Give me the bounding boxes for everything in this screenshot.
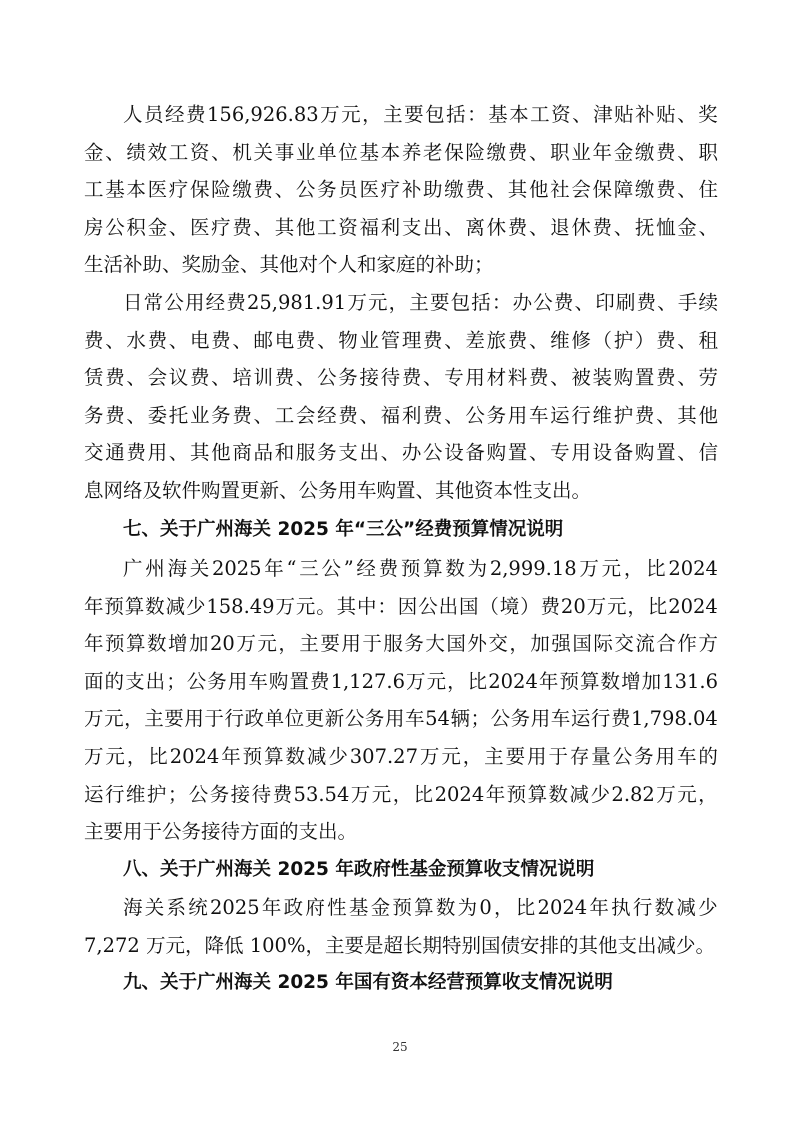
text-line: 万 元 ， 主 要 用 于 行 政 单 位 更 新 公 务 用 车 54 辆 ； 公 务 用 车 运 行 费 1,798.04 (84, 707, 718, 731)
section-9-heading: 九、关于广州海关 2025 年国有资本经营预算收支情况说明 (123, 972, 613, 993)
text-line: 日 常 公 用 经 费 25,981.91 万 元 ， 主 要 包 括 ： 办 公 费 、 印 刷 费 、 手 续 (123, 291, 718, 314)
text-line: 金 、 绩 效 工 资 、 机 关 事 业 单 位 基 本 养 老 保 险 缴 费 、 职 业 年 金 缴 费 、 职 (84, 140, 718, 164)
text-line: 年 预 算 数 减 少 158.49 万 元 。 其 中 ： 因 公 出 国 （ 境 ） 费 20 万 元 ， 比 2024 (84, 594, 718, 618)
text-line: 主要用于公务接待方面的支出。 (84, 820, 358, 844)
section-7-heading: 七、关于广州海关 2025 年“三公”经费预算情况说明 (123, 519, 564, 540)
paragraph-three-public-expenses (84, 550, 718, 851)
text-line: 赁 费 、 会 议 费 、 培 训 费 、 公 务 接 待 费 、 专 用 材 料 费 、 被 装 购 置 费 、 劳 (84, 366, 718, 390)
text-line: 年 预 算 数 增 加 20 万 元 ， 主 要 用 于 服 务 大 国 外 交 ， 加 强 国 际 交 流 合 作 方 (84, 632, 718, 656)
text-line: 务 费 、 委 托 业 务 费 、 工 会 经 费 、 福 利 费 、 公 务 用 车 运 行 维 护 费 、 其 他 (84, 403, 718, 427)
text-line: 工 基 本 医 疗 保 险 缴 费 、 公 务 员 医 疗 补 助 缴 费 、 其 他 社 会 保 障 缴 费 、 住 (84, 178, 718, 202)
paragraph-public-use-expenses (84, 284, 718, 510)
text-line: 万 元 ， 比 2024 年 预 算 数 减 少 307.27 万 元 ， 主 要 用 于 存 量 公 务 用 车 的 (84, 744, 718, 768)
text-line: 7,272 万元，降低 100%，主要是超长期特别国债安排的其他支出减少。 (84, 933, 715, 957)
text-line: 房 公 积 金 、 医 疗 费 、 其 他 工 资 福 利 支 出 、 离 休 费 、 退 休 费 、 抚 恤 金 、 (84, 215, 718, 239)
text-line: 面 的 支 出 ； 公 务 用 车 购 置 费 1,127.6 万 元 ， 比 2024 年 预 算 数 增 加 131.6 (84, 669, 718, 693)
page-number: 25 (392, 1040, 408, 1054)
paragraph-government-fund (84, 889, 718, 964)
text-line: 人 员 经 费 156,926.83 万 元 ， 主 要 包 括 ： 基 本 工 资 、 津 贴 补 贴 、 奖 (123, 103, 718, 126)
text-line: 海 关 系 统 2025 年 政 府 性 基 金 预 算 数 为 0 ， 比 2024 年 执 行 数 减 少 (123, 896, 718, 919)
text-line: 息网络及软件购置更新、公务用车购置、其他资本性支出。 (84, 478, 592, 502)
text-line: 费 、 水 费 、 电 费 、 邮 电 费 、 物 业 管 理 费 、 差 旅 费 、 维 修 （ 护 ） 费 、 租 (84, 328, 718, 352)
paragraph-personnel-expenses (84, 96, 718, 284)
section-8-heading: 八、关于广州海关 2025 年政府性基金预算收支情况说明 (123, 859, 595, 880)
text-line: 运 行 维 护 ； 公 务 接 待 费 53.54 万 元 ， 比 2024 年 预 算 数 减 少 2.82 万 元 ， (84, 782, 718, 806)
text-line: 广 州 海 关 2025 年 “ 三 公 ” 经 费 预 算 数 为 2,999.18 万 元 ， 比 2024 (123, 557, 718, 580)
text-line: 交 通 费 用 、 其 他 商 品 和 服 务 支 出 、 办 公 设 备 购 置 、 专 用 设 备 购 置 、 信 (84, 441, 718, 465)
text-line: 生活补助、奖励金、其他对个人和家庭的补助； (84, 253, 494, 277)
